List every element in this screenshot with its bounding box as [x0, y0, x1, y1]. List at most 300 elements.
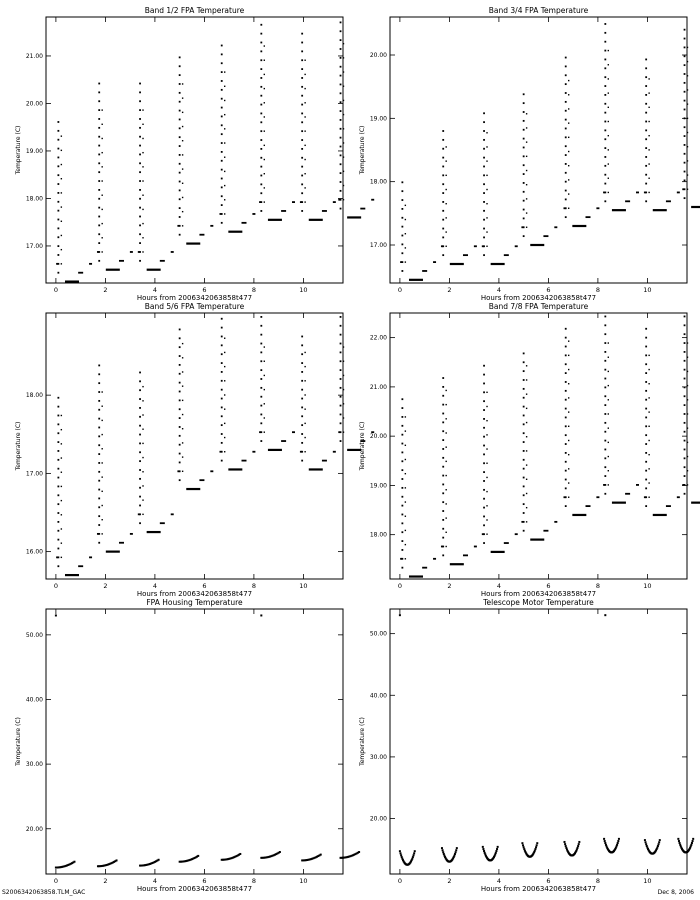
data-point — [340, 172, 342, 174]
data-point — [486, 491, 487, 492]
data-point — [186, 242, 200, 244]
data-point — [221, 327, 223, 329]
data-point — [645, 461, 647, 463]
data-point — [264, 145, 265, 146]
data-point — [57, 530, 59, 532]
data-point — [98, 435, 100, 437]
data-point — [603, 838, 605, 840]
y-tick-label: 30.00 — [369, 753, 387, 761]
data-point — [495, 852, 497, 854]
data-point — [264, 417, 265, 418]
data-point — [523, 370, 525, 372]
data-point — [260, 139, 262, 141]
data-point — [179, 399, 181, 401]
data-point — [405, 445, 406, 446]
data-point — [301, 183, 303, 185]
data-point — [486, 231, 487, 232]
data-point — [604, 147, 606, 149]
data-point — [139, 260, 141, 262]
data-point — [565, 66, 567, 68]
x-tick-label: 0 — [397, 877, 402, 885]
data-point — [182, 442, 183, 443]
x-tick-label: 6 — [202, 286, 207, 294]
data-point — [301, 210, 303, 212]
data-point — [304, 159, 305, 160]
data-point — [684, 153, 686, 155]
data-point — [687, 385, 688, 386]
data-point — [608, 357, 609, 358]
data-point — [301, 192, 303, 194]
data-point — [57, 236, 59, 238]
data-point — [648, 163, 649, 164]
data-point — [648, 107, 649, 108]
y-axis-label: Temperature (C) — [15, 125, 22, 175]
data-point — [98, 471, 100, 473]
data-point — [338, 431, 340, 433]
data-point — [604, 200, 606, 202]
y-tick-label: 18.00 — [25, 195, 43, 203]
data-point — [260, 104, 262, 106]
data-point — [57, 432, 59, 434]
data-point — [648, 468, 649, 469]
data-point — [483, 112, 485, 114]
data-point — [182, 154, 183, 155]
data-point — [343, 71, 344, 72]
chart-title: Band 5/6 FPA Temperature — [144, 302, 245, 311]
data-points — [56, 316, 374, 576]
data-point — [260, 130, 262, 132]
data-point — [304, 423, 305, 424]
data-point — [142, 195, 143, 196]
x-tick-label: 4 — [496, 877, 501, 885]
data-point — [221, 116, 223, 118]
x-tick-label: 10 — [299, 582, 308, 590]
data-point — [401, 434, 403, 436]
data-point — [401, 487, 403, 489]
data-point — [301, 424, 303, 426]
data-point — [442, 484, 444, 486]
data-point — [221, 222, 223, 224]
data-point — [139, 83, 141, 85]
data-point — [343, 346, 344, 347]
data-point — [401, 252, 403, 254]
data-point — [139, 398, 141, 400]
data-point — [101, 462, 102, 463]
data-point — [445, 404, 446, 405]
data-point — [304, 451, 305, 452]
data-point — [682, 484, 684, 486]
data-point — [182, 211, 183, 212]
data-point — [139, 100, 141, 102]
data-point — [523, 450, 525, 452]
data-point — [101, 519, 102, 520]
data-point — [221, 195, 223, 197]
x-tick-label: 2 — [103, 286, 108, 294]
data-point — [221, 442, 223, 444]
data-point — [442, 439, 444, 441]
data-point — [340, 66, 342, 68]
data-point — [530, 244, 544, 246]
x-tick-label: 8 — [595, 286, 600, 294]
data-point — [625, 493, 630, 495]
data-point — [521, 226, 523, 228]
data-point — [260, 148, 262, 150]
x-tick-label: 10 — [299, 877, 308, 885]
data-point — [57, 521, 59, 523]
data-point — [526, 479, 527, 480]
x-tick-label: 2 — [103, 877, 108, 885]
data-point — [604, 449, 606, 451]
data-point — [160, 260, 165, 262]
data-point — [179, 329, 181, 331]
data-point — [179, 172, 181, 174]
data-point — [608, 178, 609, 179]
data-point — [98, 453, 100, 455]
data-point — [409, 279, 423, 281]
x-tick-label: 10 — [643, 877, 652, 885]
data-point — [182, 357, 183, 358]
data-point — [543, 235, 548, 237]
y-tick-label: 18.00 — [25, 392, 43, 400]
data-point — [61, 178, 62, 179]
data-point — [179, 189, 181, 191]
data-point — [224, 408, 225, 409]
plot-frame — [390, 609, 687, 874]
data-point — [523, 111, 525, 113]
data-point — [242, 222, 247, 224]
data-point — [483, 462, 485, 464]
data-point — [526, 227, 527, 228]
data-point — [304, 88, 305, 89]
data-point — [483, 374, 485, 376]
data-point — [260, 113, 262, 115]
data-point — [483, 400, 485, 402]
data-point — [483, 210, 485, 212]
data-point — [568, 426, 569, 427]
data-point — [98, 180, 100, 182]
data-point — [292, 431, 295, 433]
data-point — [401, 469, 403, 471]
data-point — [301, 86, 303, 88]
data-point — [596, 207, 599, 209]
data-point — [179, 110, 181, 112]
data-point — [179, 355, 181, 357]
data-point — [442, 130, 444, 132]
data-point — [565, 172, 567, 174]
data-point — [442, 139, 444, 141]
data-point — [264, 60, 265, 61]
x-axis-label: Hours from 2006342063858t477 — [136, 885, 253, 893]
data-point — [182, 183, 183, 184]
data-point — [684, 109, 686, 111]
data-point — [260, 175, 262, 177]
data-point — [224, 338, 225, 339]
data-point — [442, 448, 444, 450]
data-point — [526, 393, 527, 394]
y-axis-label: Temperature (C) — [359, 421, 366, 471]
data-point — [343, 156, 344, 157]
data-point — [139, 425, 141, 427]
data-point — [565, 92, 567, 94]
data-point — [139, 154, 141, 156]
data-point — [182, 400, 183, 401]
data-point — [486, 448, 487, 449]
data-point — [343, 128, 344, 129]
data-point — [401, 460, 403, 462]
data-point — [604, 103, 606, 105]
data-point — [97, 251, 99, 253]
data-point — [604, 129, 606, 131]
chart-panel-1 — [15, 6, 374, 302]
data-point — [526, 422, 527, 423]
data-point — [483, 157, 485, 159]
data-point — [309, 468, 323, 470]
data-point — [221, 318, 223, 320]
data-point — [648, 397, 649, 398]
data-point — [612, 502, 626, 504]
data-point — [687, 484, 688, 485]
data-point — [57, 468, 59, 470]
data-point — [179, 119, 181, 121]
data-point — [442, 528, 444, 530]
data-point — [142, 443, 143, 444]
data-point — [648, 482, 649, 483]
data-point — [504, 254, 509, 256]
data-point — [179, 216, 181, 218]
data-point — [264, 187, 265, 188]
data-point — [526, 379, 527, 380]
data-point — [264, 74, 265, 75]
data-point — [483, 850, 485, 852]
data-point — [57, 477, 59, 479]
data-point — [268, 449, 282, 451]
data-point — [147, 531, 161, 533]
data-point — [442, 219, 444, 221]
data-point — [687, 189, 688, 190]
data-point — [442, 395, 444, 397]
x-tick-label: 0 — [397, 582, 402, 590]
data-point — [264, 375, 265, 376]
x-tick-label: 0 — [53, 286, 58, 294]
data-point — [648, 355, 649, 356]
data-point — [687, 132, 688, 133]
data-point — [565, 425, 567, 427]
chart-title: Band 1/2 FPA Temperature — [144, 6, 245, 15]
data-point — [504, 542, 509, 544]
data-point — [340, 422, 342, 424]
data-point — [645, 147, 647, 149]
data-point — [687, 61, 688, 62]
data-point — [56, 556, 58, 558]
data-point — [57, 130, 59, 132]
data-point — [301, 113, 303, 115]
data-point — [608, 64, 609, 65]
data-point — [483, 183, 485, 185]
data-point — [604, 59, 606, 61]
x-axis-label: Hours from 2006342063858t477 — [480, 590, 597, 598]
data-point — [260, 325, 262, 327]
data-point — [648, 135, 649, 136]
data-point — [565, 83, 567, 85]
data-point — [645, 363, 647, 365]
data-point — [98, 498, 100, 500]
data-point — [645, 156, 647, 158]
data-point — [442, 421, 444, 423]
data-point — [340, 334, 342, 336]
data-point — [523, 102, 525, 104]
data-point — [57, 486, 59, 488]
data-point — [536, 844, 538, 846]
data-point — [252, 213, 255, 215]
data-point — [648, 454, 649, 455]
data-point — [482, 533, 484, 535]
data-point — [483, 139, 485, 141]
data-point — [340, 325, 342, 327]
data-point — [523, 459, 525, 461]
data-point — [182, 456, 183, 457]
data-point — [260, 192, 262, 194]
data-point — [687, 47, 688, 48]
data-point — [322, 460, 327, 462]
data-point — [483, 365, 485, 367]
data-point — [340, 414, 342, 416]
data-point — [645, 399, 647, 401]
data-point — [586, 505, 591, 507]
data-point — [61, 486, 62, 487]
data-point — [260, 24, 262, 26]
data-point — [300, 201, 302, 203]
data-point — [445, 446, 446, 447]
data-point — [264, 45, 265, 46]
data-point — [604, 121, 606, 123]
data-point — [483, 228, 485, 230]
data-point — [523, 361, 525, 363]
data-point — [645, 372, 647, 374]
data-point — [221, 71, 223, 73]
data-point — [98, 409, 100, 411]
data-point — [442, 228, 444, 230]
data-point — [563, 841, 565, 843]
data-point — [139, 207, 141, 209]
data-point — [445, 475, 446, 476]
data-point — [474, 546, 477, 548]
data-point — [304, 187, 305, 188]
data-point — [98, 118, 100, 120]
data-point — [445, 189, 446, 190]
data-point — [565, 452, 567, 454]
data-point — [340, 154, 342, 156]
data-point — [101, 406, 102, 407]
data-point — [139, 180, 141, 182]
data-point — [576, 847, 578, 849]
data-point — [301, 77, 303, 79]
data-point — [644, 192, 646, 194]
data-point — [221, 380, 223, 382]
data-point — [401, 199, 403, 201]
data-point — [523, 477, 525, 479]
data-point — [645, 129, 647, 131]
data-point — [523, 93, 525, 95]
data-point — [221, 107, 223, 109]
data-point — [57, 423, 59, 425]
data-point — [221, 362, 223, 364]
data-point — [455, 849, 457, 851]
data-point — [401, 531, 403, 533]
data-point — [260, 387, 262, 389]
data-point — [534, 848, 536, 850]
data-point — [486, 132, 487, 133]
x-tick-label: 8 — [251, 877, 256, 885]
x-tick-label: 6 — [546, 582, 551, 590]
data-point — [677, 838, 679, 840]
x-tick-label: 10 — [643, 286, 652, 294]
data-point — [98, 162, 100, 164]
data-point — [340, 440, 342, 442]
data-point — [142, 166, 143, 167]
data-point — [224, 394, 225, 395]
data-point — [645, 417, 647, 419]
data-point — [221, 344, 223, 346]
data-point — [526, 156, 527, 157]
data-point — [565, 145, 567, 147]
data-point — [57, 219, 59, 221]
data-point — [98, 100, 100, 102]
data-point — [687, 442, 688, 443]
data-point — [604, 360, 606, 362]
data-point — [106, 551, 120, 553]
data-point — [445, 203, 446, 204]
data-point — [340, 137, 342, 139]
data-point — [179, 127, 181, 129]
data-point — [142, 514, 143, 515]
data-point — [684, 162, 686, 164]
data-point — [645, 337, 647, 339]
data-point — [340, 181, 342, 183]
data-point — [684, 386, 686, 388]
data-point — [565, 154, 567, 156]
data-point — [401, 522, 403, 524]
chart-panel-3 — [15, 302, 374, 598]
data-point — [486, 463, 487, 464]
data-point — [442, 183, 444, 185]
data-point — [648, 192, 649, 193]
data-point — [61, 457, 62, 458]
data-point — [260, 50, 262, 52]
data-point — [301, 130, 303, 132]
data-point — [648, 178, 649, 179]
data-point — [221, 204, 223, 206]
data-point — [260, 405, 262, 407]
data-point — [684, 135, 686, 137]
data-point — [653, 209, 667, 211]
data-point — [142, 124, 143, 125]
data-point — [618, 838, 620, 840]
data-point — [645, 381, 647, 383]
data-point — [526, 521, 527, 522]
y-tick-label: 40.00 — [25, 696, 43, 704]
data-point — [604, 316, 606, 318]
data-point — [483, 480, 485, 482]
data-point — [304, 173, 305, 174]
data-point — [604, 67, 606, 69]
data-point — [139, 162, 141, 164]
data-point — [687, 470, 688, 471]
data-point — [142, 414, 143, 415]
data-point — [221, 62, 223, 64]
data-point — [568, 165, 569, 166]
data-point — [684, 395, 686, 397]
y-tick-label: 17.00 — [25, 242, 43, 250]
